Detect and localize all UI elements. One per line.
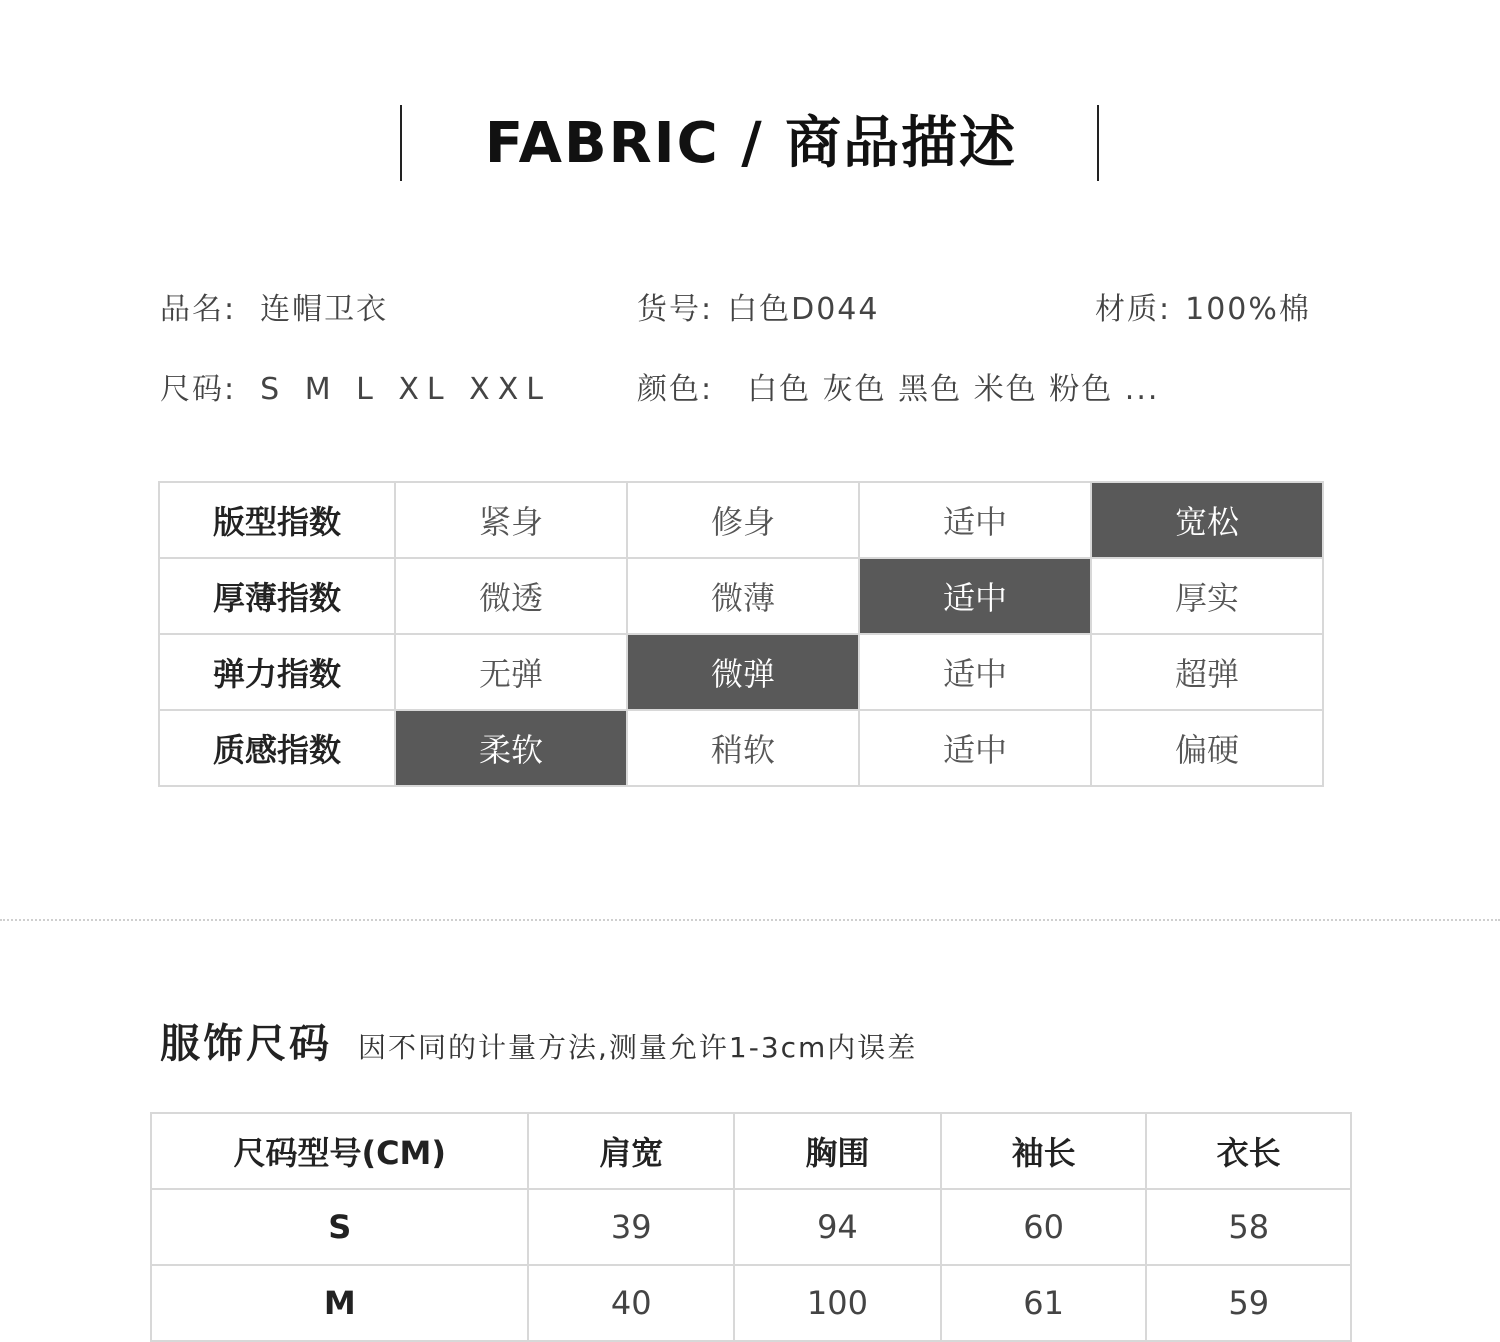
size-field (160, 370, 551, 410)
size-chart-header-cell: 袖长 (941, 1113, 1147, 1189)
index-cell-selected: 宽松 (1091, 482, 1323, 558)
index-cell: 微透 (395, 558, 627, 634)
size-label: 尺码: (160, 372, 237, 407)
index-row (159, 710, 1323, 786)
index-row (159, 634, 1323, 710)
size-chart-size-cell: S (151, 1189, 528, 1265)
size-chart-header-cell: 衣长 (1146, 1113, 1351, 1189)
color-field (637, 370, 1159, 410)
material-label: 材质: (1095, 292, 1172, 327)
size-chart-row (151, 1265, 1351, 1341)
size-section-title: 服饰尺码 (160, 1021, 332, 1067)
size-chart-value-cell: 40 (528, 1265, 734, 1341)
index-cell: 超弹 (1091, 634, 1323, 710)
index-cell: 无弹 (395, 634, 627, 710)
index-row-label: 版型指数 (159, 482, 395, 558)
index-cell: 适中 (859, 634, 1091, 710)
page-title: FABRIC / 商品描述 (484, 111, 1018, 176)
index-cell: 紧身 (395, 482, 627, 558)
size-chart-value-cell: 59 (1146, 1265, 1351, 1341)
size-chart-row (151, 1189, 1351, 1265)
index-row (159, 558, 1323, 634)
product-name-value: 连帽卫衣 (260, 292, 389, 327)
size-value: S M L XL XXL (260, 372, 551, 407)
size-chart-value-cell: 39 (528, 1189, 734, 1265)
size-chart-value-cell: 100 (734, 1265, 941, 1341)
material-value: 100%棉 (1185, 292, 1311, 327)
product-name-field (160, 290, 388, 330)
index-cell-selected: 适中 (859, 558, 1091, 634)
fabric-index-table (158, 481, 1324, 787)
size-chart-value-cell: 58 (1146, 1189, 1351, 1265)
size-chart-header-cell: 肩宽 (528, 1113, 734, 1189)
index-row-label: 质感指数 (159, 710, 395, 786)
color-label: 颜色: (637, 372, 714, 407)
index-row-label: 弹力指数 (159, 634, 395, 710)
size-chart-header-cell: 尺码型号(CM) (151, 1113, 528, 1189)
section-divider (0, 919, 1500, 921)
color-value: 白色 灰色 黑色 米色 粉色 ... (747, 372, 1160, 407)
size-chart-value-cell: 60 (941, 1189, 1147, 1265)
index-cell: 偏硬 (1091, 710, 1323, 786)
index-cell: 微薄 (627, 558, 859, 634)
index-cell: 适中 (859, 482, 1091, 558)
material-field (1095, 290, 1311, 330)
index-row (159, 482, 1323, 558)
item-number-value: 白色D044 (727, 292, 880, 327)
item-number-label: 货号: (637, 292, 714, 327)
size-chart-size-cell: M (151, 1265, 528, 1341)
index-row-label: 厚薄指数 (159, 558, 395, 634)
size-chart-value-cell: 94 (734, 1189, 941, 1265)
size-chart-header-cell: 胸围 (734, 1113, 941, 1189)
index-cell: 适中 (859, 710, 1091, 786)
item-number-field (637, 290, 879, 330)
index-cell-selected: 柔软 (395, 710, 627, 786)
size-chart-value-cell: 61 (941, 1265, 1147, 1341)
size-chart-header-row (151, 1113, 1351, 1189)
size-section-note: 因不同的计量方法,测量允许1-3cm内误差 (358, 1031, 918, 1064)
title-right-bar (1097, 105, 1099, 181)
size-chart-table (150, 1112, 1352, 1342)
index-cell-selected: 微弹 (627, 634, 859, 710)
index-cell: 厚实 (1091, 558, 1323, 634)
index-cell: 稍软 (627, 710, 859, 786)
product-name-label: 品名: (160, 292, 237, 327)
index-cell: 修身 (627, 482, 859, 558)
